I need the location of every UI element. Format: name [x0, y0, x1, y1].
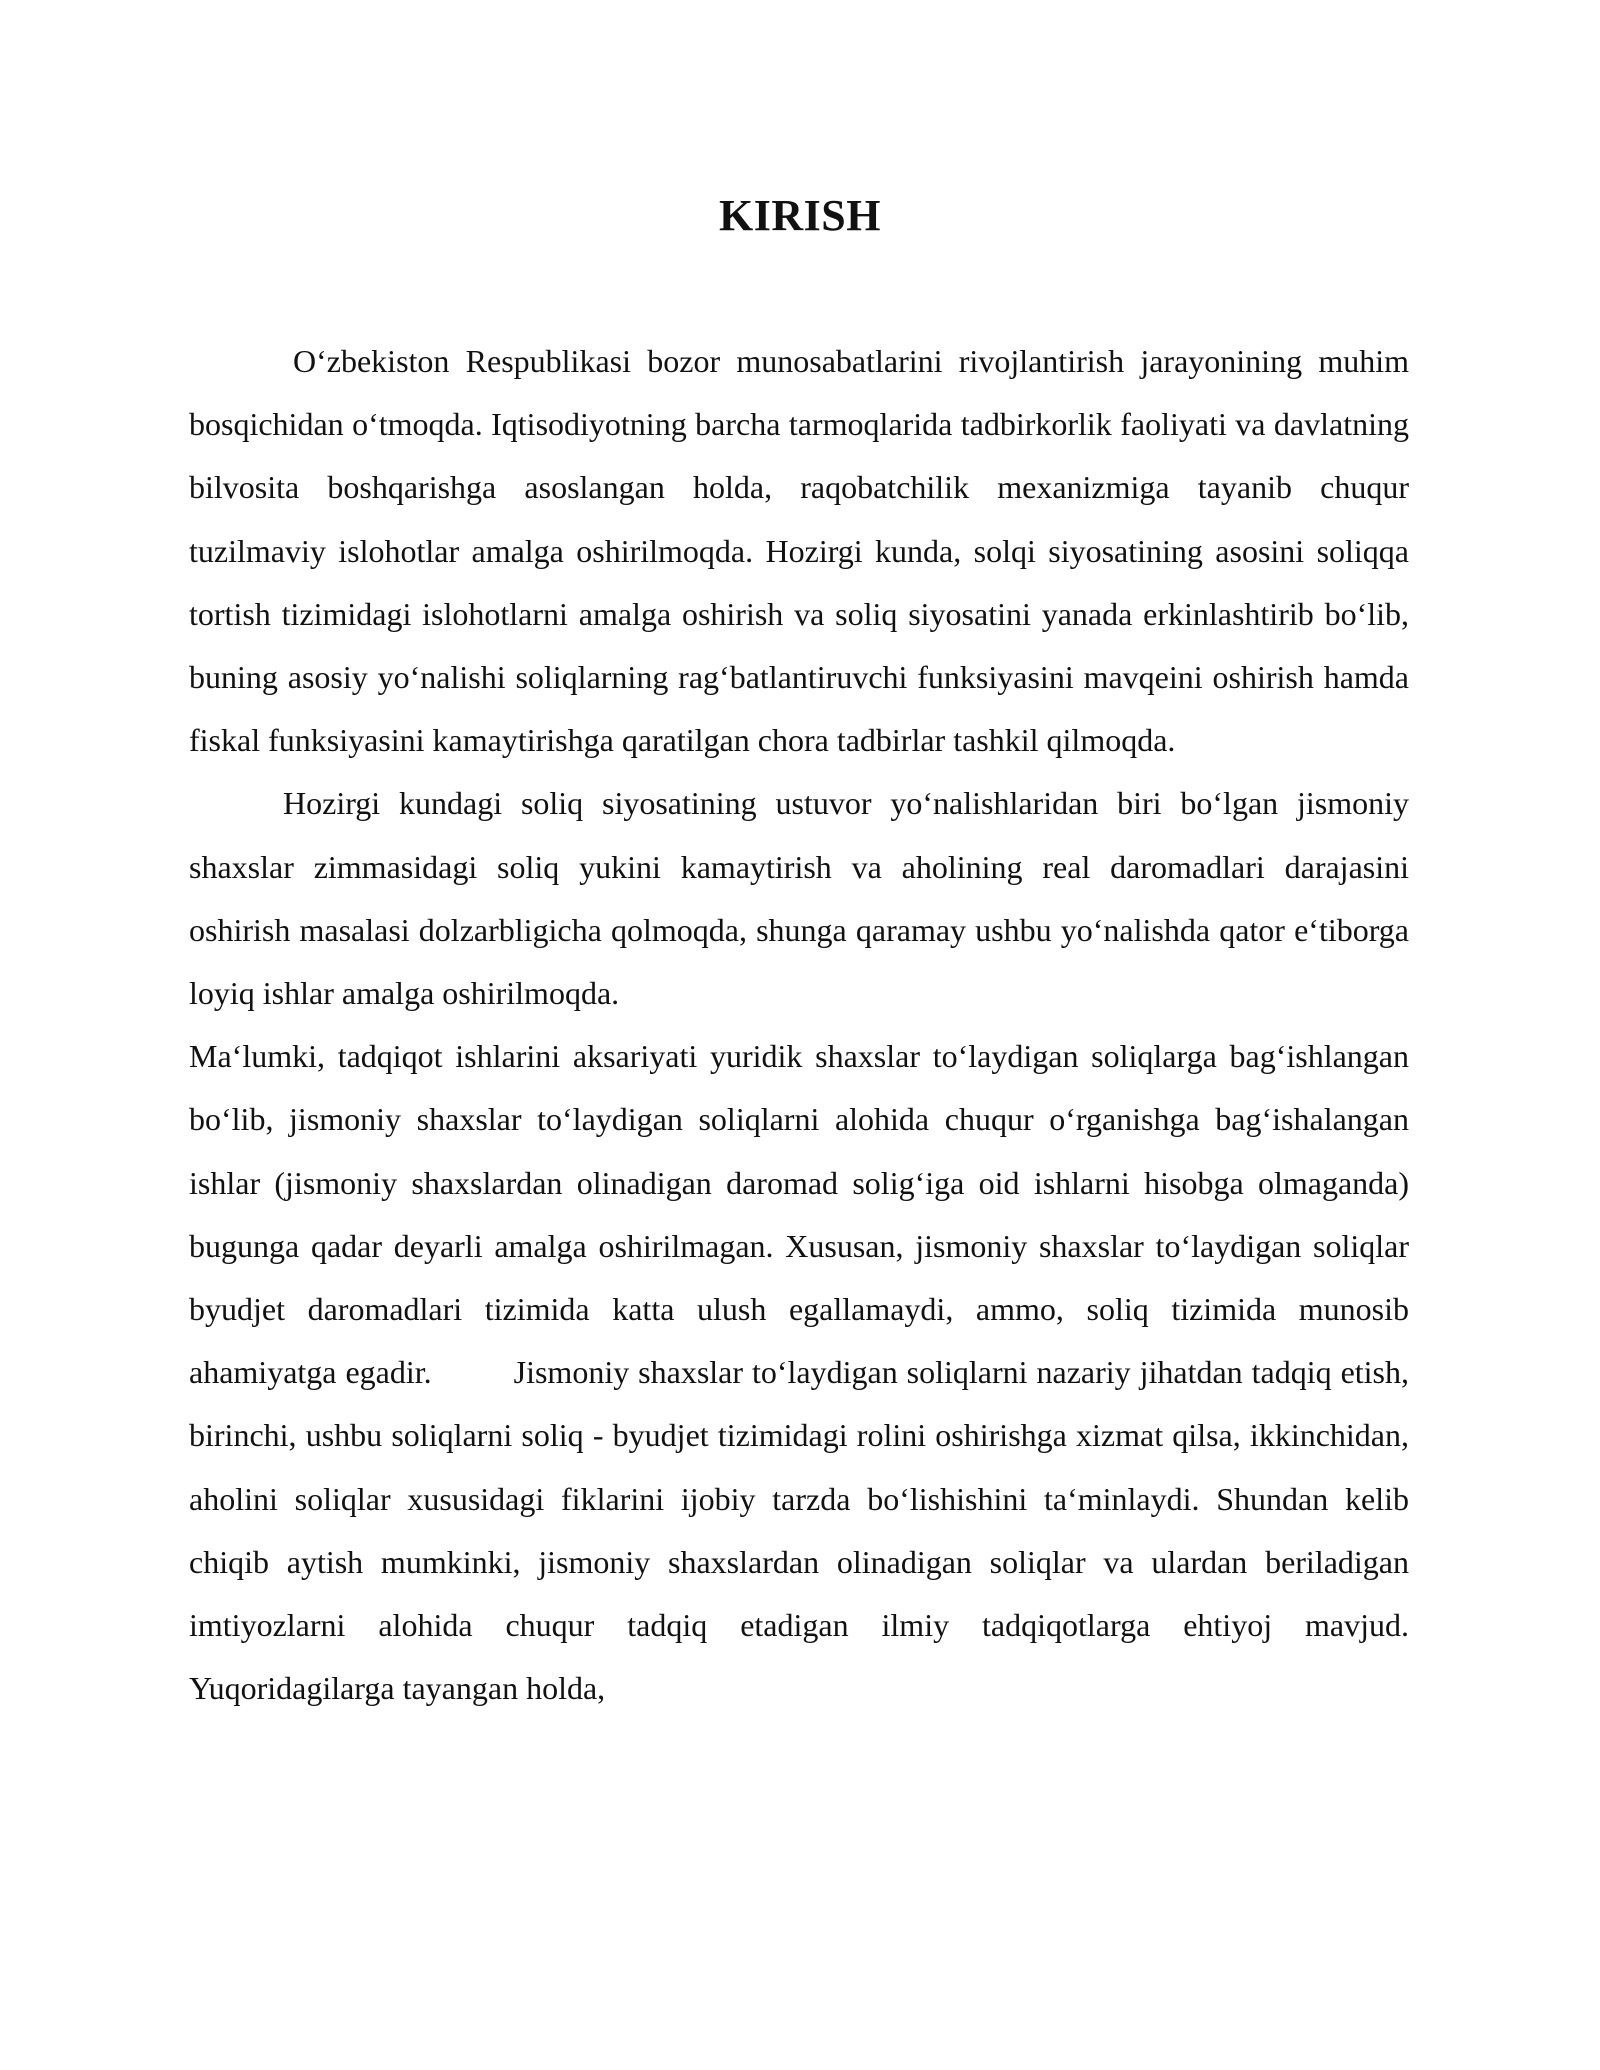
paragraph-3-part-1: Ma‘lumki, tadqiqot ishlarini aksariyati yuridik shaxslar to‘laydigan soliqlarga bag‘ishlangan bo‘lib, jismoniy shaxslar to‘laydigan soliqlarni alohida chuqur o‘rganishga bag‘ishalangan ishlar (jismoniy shaxslardan olinadigan daromad solig‘iga oid ishlarni hisobga olmaganda) bugunga qadar deyarli amalga oshirilmagan. Xususan, jismoniy shaxslar to‘laydigan soliqlar byudjet daromadlari tizimida katta ulush egallamaydi, ammo, soliq tizimida munosib ahamiyatga egadir. [189, 1038, 1409, 1391]
paragraph-3 [189, 1025, 1409, 1720]
paragraph-3-part-2: Jismoniy shaxslar to‘laydigan soliqlarni nazariy jihatdan tadqiq etish, birinchi, ushbu soliqlarni soliq - byudjet tizimidagi rolini oshirishga xizmat qilsa, ikkinchidan, aholini soliqlar xususidagi fiklarini ijobiy tarzda bo‘lishishini ta‘minlaydi. Shundan kelib chiqib aytish mumkinki, jismoniy shaxslardan olinadigan soliqlar va ulardan beriladigan imtiyozlarni alohida chuqur tadqiq etadigan ilmiy tadqiqotlarga ehtiyoj mavjud. Yuqoridagilarga tayangan holda, [189, 1354, 1409, 1707]
page-title: KIRISH [719, 191, 881, 240]
paragraph-1: O‘zbekiston Respublikasi bozor munosabatlarini rivojlantirish jarayonining muhim bosqichidan o‘tmoqda. Iqtisodiyotning barcha tarmoqlarida tadbirkorlik faoliyati va davlatning bilvosita boshqarishga asoslangan holda, raqobatchilik mexanizmiga tayanib chuqur tuzilmaviy islohotlar amalga oshirilmoqda. Hozirgi kunda, solqi siyosatining asosini soliqqa tortish tizimidagi islohotlarni amalga oshirish va soliq siyosatini yanada erkinlashtirib bo‘lib, buning asosiy yo‘nalishi soliqlarning rag‘batlantiruvchi funksiyasini mavqeini oshirish hamda fiskal funksiyasini kamaytirishga qaratilgan chora tadbirlar tashkil qilmoqda. [189, 343, 1409, 759]
paragraph-2: Hozirgi kundagi soliq siyosatining ustuvor yo‘nalishlaridan biri bo‘lgan jismoniy shaxslar zimmasidagi soliq yukini kamaytirish va aholining real daromadlari darajasini oshirish masalasi dolzarbligicha qolmoqda, shunga qaramay ushbu yo‘nalishda qator e‘tiborga loyiq ishlar amalga oshirilmoqda. [189, 785, 1409, 1012]
document-body [189, 330, 1409, 1720]
